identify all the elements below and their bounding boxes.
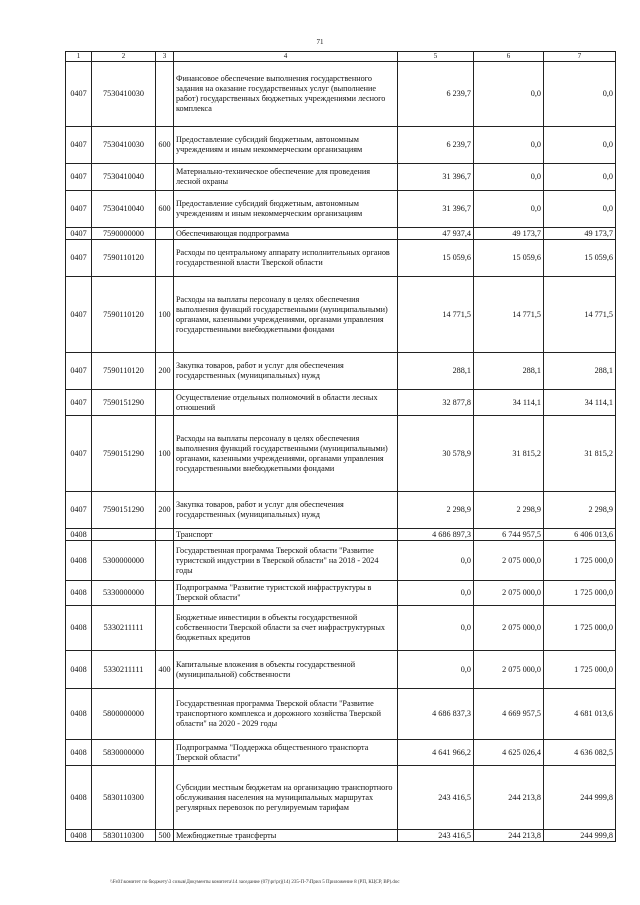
row-amount-year1: 0,0 [398,581,474,606]
row-amount-year2: 0,0 [474,62,544,127]
row-expense-type: 600 [156,127,174,164]
row-expense-type: 100 [156,277,174,353]
row-section-code: 0408 [66,529,92,541]
row-target-code: 5830110300 [92,830,156,842]
header-cell: 7 [544,52,616,62]
row-amount-year3: 2 298,9 [544,492,616,529]
header-cell: 4 [174,52,398,62]
row-amount-year2: 2 075 000,0 [474,651,544,689]
table-row [66,62,616,127]
row-expense-type [156,240,174,277]
row-section-code: 0407 [66,191,92,228]
row-description: Закупка товаров, работ и услуг для обеспечения государственных (муниципальных) нужд [174,353,398,390]
row-target-code: 5830000000 [92,740,156,766]
table-row [66,492,616,529]
row-section-code: 0408 [66,581,92,606]
table-row [66,191,616,228]
row-target-code: 7530410030 [92,62,156,127]
row-expense-type: 600 [156,191,174,228]
table-body [66,62,616,842]
row-amount-year2: 2 075 000,0 [474,541,544,581]
row-amount-year1: 30 578,9 [398,416,474,492]
row-section-code: 0407 [66,164,92,191]
row-amount-year1: 4 641 966,2 [398,740,474,766]
row-amount-year2: 4 669 957,5 [474,689,544,740]
table-row [66,353,616,390]
row-amount-year2: 34 114,1 [474,390,544,416]
row-target-code: 7590110120 [92,353,156,390]
row-amount-year3: 4 636 082,5 [544,740,616,766]
row-amount-year1: 0,0 [398,541,474,581]
header-cell: 3 [156,52,174,62]
row-expense-type [156,581,174,606]
row-amount-year2: 2 075 000,0 [474,581,544,606]
row-expense-type [156,689,174,740]
row-amount-year2: 2 298,9 [474,492,544,529]
row-expense-type [156,529,174,541]
row-expense-type [156,766,174,830]
row-expense-type [156,541,174,581]
page-number: 71 [316,38,324,46]
row-description: Подпрограмма "Развитие туристской инфраструктуры в Тверской области" [174,581,398,606]
row-amount-year1: 243 416,5 [398,766,474,830]
row-amount-year1: 243 416,5 [398,830,474,842]
row-amount-year2: 31 815,2 [474,416,544,492]
row-section-code: 0407 [66,127,92,164]
row-amount-year3: 1 725 000,0 [544,651,616,689]
row-description: Предоставление субсидий бюджетным, автономным учреждениям и иным некоммерческим организациям [174,191,398,228]
row-amount-year3: 1 725 000,0 [544,581,616,606]
table-row [66,164,616,191]
row-amount-year3: 4 681 013,6 [544,689,616,740]
table-row [66,277,616,353]
table-row [66,651,616,689]
row-description: Расходы по центральному аппарату исполнительных органов государственной власти Тверской области [174,240,398,277]
footer-file-path: \\Fs01\комитет по бюджету\3 созыв\Документы комитета\14 заседание (07)\pr\prj(14) 235-П-7\Прил 5 Приложение 8 (РП, КЦСР, ВР).doc [110,880,400,885]
row-section-code: 0407 [66,492,92,529]
table-row [66,830,616,842]
table-row [66,127,616,164]
row-amount-year2: 244 213,8 [474,830,544,842]
row-amount-year1: 4 686 897,3 [398,529,474,541]
row-section-code: 0407 [66,416,92,492]
row-amount-year2: 288,1 [474,353,544,390]
row-section-code: 0408 [66,541,92,581]
row-expense-type [156,390,174,416]
row-amount-year1: 31 396,7 [398,164,474,191]
row-amount-year3: 288,1 [544,353,616,390]
row-description: Закупка товаров, работ и услуг для обеспечения государственных (муниципальных) нужд [174,492,398,529]
row-section-code: 0408 [66,606,92,651]
row-amount-year2: 0,0 [474,164,544,191]
row-section-code: 0407 [66,353,92,390]
table-row [66,606,616,651]
row-expense-type [156,740,174,766]
row-target-code: 7590110120 [92,240,156,277]
row-target-code: 5330211111 [92,651,156,689]
row-target-code: 7590110120 [92,277,156,353]
row-target-code: 5330211111 [92,606,156,651]
row-expense-type: 500 [156,830,174,842]
row-description: Материально-техническое обеспечение для проведения лесной охраны [174,164,398,191]
row-amount-year2: 4 625 026,4 [474,740,544,766]
row-description: Предоставление субсидий бюджетным, автономным учреждениям и иным некоммерческим организациям [174,127,398,164]
row-amount-year3: 34 114,1 [544,390,616,416]
row-target-code: 7530410030 [92,127,156,164]
row-section-code: 0408 [66,651,92,689]
row-expense-type [156,606,174,651]
row-amount-year1: 31 396,7 [398,191,474,228]
row-target-code: 7530410040 [92,164,156,191]
row-description: Капитальные вложения в объекты государственной (муниципальной) собственности [174,651,398,689]
row-target-code: 7590151290 [92,390,156,416]
row-amount-year1: 4 686 837,3 [398,689,474,740]
row-amount-year1: 0,0 [398,606,474,651]
row-amount-year2: 2 075 000,0 [474,606,544,651]
table-row [66,689,616,740]
row-amount-year2: 244 213,8 [474,766,544,830]
header-cell: 6 [474,52,544,62]
row-target-code: 5330000000 [92,581,156,606]
row-description: Осуществление отдельных полномочий в области лесных отношений [174,390,398,416]
row-description: Субсидии местным бюджетам на организацию транспортного обслуживания населения на муниципальных маршрутах регулярных перевозок по регулируемым тарифам [174,766,398,830]
row-amount-year3: 1 725 000,0 [544,541,616,581]
row-target-code: 7590000000 [92,228,156,240]
header-cell: 1 [66,52,92,62]
table-row [66,228,616,240]
row-amount-year1: 47 937,4 [398,228,474,240]
row-target-code: 7590151290 [92,492,156,529]
budget-table [65,51,616,842]
row-target-code: 5830110300 [92,766,156,830]
row-description: Финансовое обеспечение выполнения государственного задания на оказание государственных услуг (выполнение работ) государственных бюджетных учреждениями лесного комплекса [174,62,398,127]
row-description: Межбюджетные трансферты [174,830,398,842]
row-expense-type: 200 [156,353,174,390]
header-cell: 5 [398,52,474,62]
row-description: Государственная программа Тверской области "Развитие туристской индустрии в Тверской области" на 2018 - 2024 годы [174,541,398,581]
row-section-code: 0408 [66,766,92,830]
row-amount-year3: 15 059,6 [544,240,616,277]
row-description: Государственная программа Тверской области "Развитие транспортного комплекса и дорожного хозяйства Тверской области" на 2020 - 2029 годы [174,689,398,740]
row-expense-type [156,62,174,127]
row-description: Бюджетные инвестиции в объекты государственной собственности Тверской области за счет инфраструктурных бюджетных кредитов [174,606,398,651]
row-amount-year3: 244 999,8 [544,830,616,842]
row-amount-year1: 6 239,7 [398,62,474,127]
row-expense-type: 400 [156,651,174,689]
row-target-code: 7590151290 [92,416,156,492]
row-expense-type: 100 [156,416,174,492]
row-amount-year2: 49 173,7 [474,228,544,240]
row-amount-year3: 49 173,7 [544,228,616,240]
row-section-code: 0407 [66,390,92,416]
row-amount-year2: 0,0 [474,191,544,228]
row-amount-year3: 14 771,5 [544,277,616,353]
table-row [66,766,616,830]
row-expense-type [156,164,174,191]
row-description: Подпрограмма "Поддержка общественного транспорта Тверской области" [174,740,398,766]
row-section-code: 0408 [66,689,92,740]
row-description: Расходы на выплаты персоналу в целях обеспечения выполнения функций государственными (муниципальными) органами, казенными учреждениями, органами управления государственными внебюджетными фондами [174,416,398,492]
row-description: Транспорт [174,529,398,541]
table-row [66,581,616,606]
row-amount-year1: 288,1 [398,353,474,390]
row-section-code: 0407 [66,277,92,353]
row-section-code: 0407 [66,228,92,240]
row-expense-type [156,228,174,240]
row-amount-year3: 244 999,8 [544,766,616,830]
row-amount-year3: 0,0 [544,62,616,127]
row-expense-type: 200 [156,492,174,529]
row-description: Расходы на выплаты персоналу в целях обеспечения выполнения функций государственными (муниципальными) органами, казенными учреждениями, органами управления государственными внебюджетными фондами [174,277,398,353]
table-row [66,416,616,492]
row-section-code: 0408 [66,740,92,766]
header-cell: 2 [92,52,156,62]
row-amount-year3: 6 406 013,6 [544,529,616,541]
row-amount-year3: 0,0 [544,164,616,191]
row-amount-year1: 15 059,6 [398,240,474,277]
row-target-code: 7530410040 [92,191,156,228]
row-amount-year2: 6 744 957,5 [474,529,544,541]
row-amount-year1: 32 877,8 [398,390,474,416]
row-amount-year2: 14 771,5 [474,277,544,353]
table-header-row [66,52,616,62]
row-amount-year3: 0,0 [544,191,616,228]
row-section-code: 0407 [66,62,92,127]
table-row [66,240,616,277]
table-row [66,740,616,766]
row-amount-year3: 0,0 [544,127,616,164]
row-section-code: 0408 [66,830,92,842]
row-amount-year3: 31 815,2 [544,416,616,492]
row-amount-year2: 15 059,6 [474,240,544,277]
row-amount-year2: 0,0 [474,127,544,164]
row-target-code: 5300000000 [92,541,156,581]
row-amount-year1: 2 298,9 [398,492,474,529]
table-row [66,541,616,581]
row-amount-year1: 0,0 [398,651,474,689]
table-row [66,529,616,541]
row-description: Обеспечивающая подпрограмма [174,228,398,240]
table-row [66,390,616,416]
row-amount-year1: 6 239,7 [398,127,474,164]
row-target-code [92,529,156,541]
row-amount-year1: 14 771,5 [398,277,474,353]
row-amount-year3: 1 725 000,0 [544,606,616,651]
row-target-code: 5800000000 [92,689,156,740]
row-section-code: 0407 [66,240,92,277]
